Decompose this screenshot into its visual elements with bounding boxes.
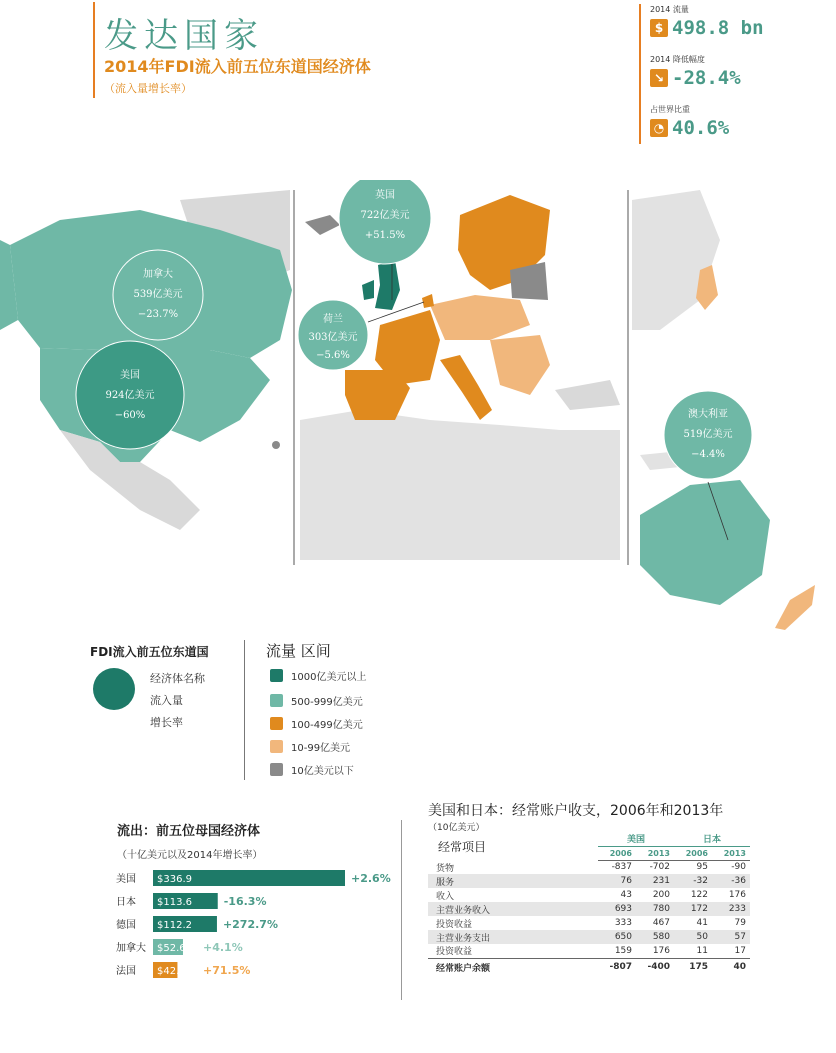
legend-swatch [270,717,283,730]
legend-bubble-icon [93,668,135,710]
legend-range-label: 10-99亿美元 [291,743,351,754]
table-row-label: 主营业务支出 [428,930,598,944]
title-accent-rule [93,2,95,98]
table-cell: 231 [636,874,674,888]
outflows-bar-chart [100,866,400,996]
balkans-landmass [490,335,550,395]
table-cell: 233 [712,902,750,916]
bubble-australia-amount: 519亿美元 [683,429,733,440]
bubble-netherlands-name: 荷兰 [323,314,343,325]
bubble-netherlands-amount: 303亿美元 [308,332,358,343]
bar-value-label: $42.9 [157,966,186,977]
table-cell: 172 [674,902,712,916]
bubble-canada [113,250,203,340]
table-separator [401,820,402,1000]
table-cell: -702 [649,862,670,873]
table-row [428,902,750,916]
legend-range-label: 1000亿美元以上 [291,672,367,683]
europe-region [298,180,620,560]
africa-landmass [300,410,620,560]
new-zealand-landmass [775,585,815,630]
bubble-canada-amount: 539亿美元 [133,289,183,300]
bubble-netherlands-growth: −5.6% [316,350,350,361]
stat-flow-label: 2014 流量 [650,5,689,14]
table-cell: 122 [690,890,708,900]
bar-category-label: 德国 [116,920,136,931]
bubble-australia-name: 澳大利亚 [688,409,728,420]
legend-range-label: 500-999亿美元 [291,697,363,708]
table-year: 2006 [598,846,636,860]
stat-share-value: 40.6% [672,117,730,139]
italy-landmass [440,355,492,420]
table-cell: 580 [636,930,674,944]
table-year: 2006 [674,846,712,860]
table-group-usa: 美国 [598,832,674,846]
legend-range-item [270,668,366,683]
table-cell: 95 [696,862,708,873]
stats-accent-rule [639,4,641,144]
table-row-label: 投资收益 [436,919,473,930]
legend-range-item [270,739,350,754]
table-row-label: 投资收益 [436,947,473,958]
bubble-usa [76,341,184,449]
legend-hosts-line-amount: 流入量 [150,694,183,707]
table-cell: 176 [728,890,746,900]
table-row [428,944,750,958]
table-group-japan: 日本 [674,832,750,846]
table-cell: 650 [598,930,636,944]
bar-category-label: 日本 [116,897,136,908]
account-table-unit: （10亿美元） [428,823,485,833]
legend-hosts-line-growth: 增长率 [150,716,183,729]
table-cell: 176 [652,945,670,956]
table-cell: 76 [598,874,636,888]
table-cell: 50 [674,930,712,944]
table-cell: -36 [712,874,750,888]
stat-decline-label: 2014 降低幅度 [650,55,705,64]
account-table [428,832,750,976]
bar-growth-label: +272.7% [222,918,278,931]
table-row [428,860,750,874]
iberia-landmass [345,370,410,420]
table-cell: 333 [614,918,632,928]
caribbean-dot [272,441,280,449]
legend-range-label: 10亿美元以下 [291,766,354,777]
bubble-uk-growth: +51.5% [364,230,406,241]
asia-landmass [632,190,720,330]
stat-flow-value: 498.8 bn [672,17,764,39]
table-row-label: 货物 [436,863,455,874]
page-subtitle: 2014年FDI流入前五位东道国经济体 [104,57,371,76]
bubble-usa-name: 美国 [120,370,140,381]
bar-category-label: 法国 [116,966,136,977]
stat-share-label: 占世界比重 [650,105,690,114]
bar-growth-label: +2.6% [351,872,391,885]
account-table-title: 美国和日本：经常账户收支，2006年和2013年 [428,803,724,819]
stat-decline-value: -28.4% [672,67,741,89]
bubble-uk-name: 英国 [375,190,395,201]
table-total-cell: 40 [712,958,750,976]
page-title: 发达国家 [104,16,264,56]
table-total-row [428,958,750,976]
stat-decline [650,54,741,89]
outflows-note: （十亿美元以及2014年增长率） [117,850,263,861]
table-row-label: 服务 [428,874,598,888]
north-america-region [0,190,292,530]
table-cell: -90 [731,862,746,873]
table-year: 2013 [636,846,674,860]
table-cell: 467 [652,918,670,928]
legend-range-item [270,762,354,777]
subtitle-note: （流入量增长率） [104,82,192,95]
bubble-usa-growth: −60% [114,410,146,421]
dollar-icon: $ [650,19,668,37]
table-total-cell: 175 [674,958,712,976]
table-cell: -837 [611,862,632,873]
table-cell: 200 [652,890,670,900]
netherlands-landmass [422,294,434,308]
table-cell: 79 [734,918,746,928]
bubble-canada-growth: −23.7% [137,309,179,320]
bar-value-label: $52.6 [157,943,186,954]
table-group-row [428,832,750,846]
stat-flow [650,4,764,39]
table-cell: 11 [696,945,708,956]
stat-share [650,104,729,139]
decline-icon: ↘ [650,69,668,87]
legend-range-label: 100-499亿美元 [291,720,363,731]
table-row-label: 主营业务收入 [428,902,598,916]
legend-swatch [270,740,283,753]
table-row [428,888,750,902]
table-cell: 159 [614,945,632,956]
table-cell: 780 [636,902,674,916]
bubble-usa-amount: 924亿美元 [105,390,155,401]
table-item-header: 经常项目 [438,839,487,854]
table-cell: 41 [696,918,708,928]
table-total-label: 经常账户余额 [428,958,598,976]
table-row [428,874,750,888]
legend-range-title: 流量 区间 [266,642,331,660]
legend-hosts-title: FDI流入前五位东道国 [90,645,209,659]
table-cell: -32 [674,874,712,888]
table-cell: 693 [598,902,636,916]
fdi-world-map [0,180,836,640]
legend-range-item [270,716,363,731]
bar-value-label: $336.9 [157,874,192,885]
bar-growth-label: -16.3% [223,895,267,908]
asia-pacific-region [632,190,815,630]
table-row-label: 收入 [436,891,455,902]
central-europe-landmass [430,295,530,340]
bar-growth-label: +71.5% [203,964,251,977]
table-cell: 57 [712,930,750,944]
bubble-canada-name: 加拿大 [143,269,173,280]
outflows-title: 流出：前五位母国经济体 [117,824,261,839]
table-total-cell: -807 [598,958,636,976]
table-row [428,930,750,944]
bubble-australia-growth: −4.4% [691,449,725,460]
table-year: 2013 [712,846,750,860]
bubble-uk-amount: 722亿美元 [360,210,410,221]
table-cell: 43 [620,890,632,900]
legend-range-item [270,693,363,708]
legend-swatch [270,694,283,707]
bar-value-label: $113.6 [157,897,192,908]
bar-category-label: 加拿大 [116,943,146,954]
ireland-landmass [362,280,374,300]
bar-growth-label: +4.1% [203,941,243,954]
bar-value-label: $112.2 [157,920,192,931]
table-total-cell: -400 [636,958,674,976]
uk-landmass [375,260,400,310]
table-cell: 17 [734,945,746,956]
australia-landmass [640,480,770,605]
pie-icon: ◔ [650,119,668,137]
legend-separator [244,640,245,780]
table-row [428,916,750,930]
turkey-landmass [555,380,620,410]
legend-swatch [270,669,283,682]
legend-swatch [270,763,283,776]
legend-hosts-line-name: 经济体名称 [150,672,205,685]
bar-category-label: 美国 [116,874,136,885]
iceland-landmass [305,215,340,235]
